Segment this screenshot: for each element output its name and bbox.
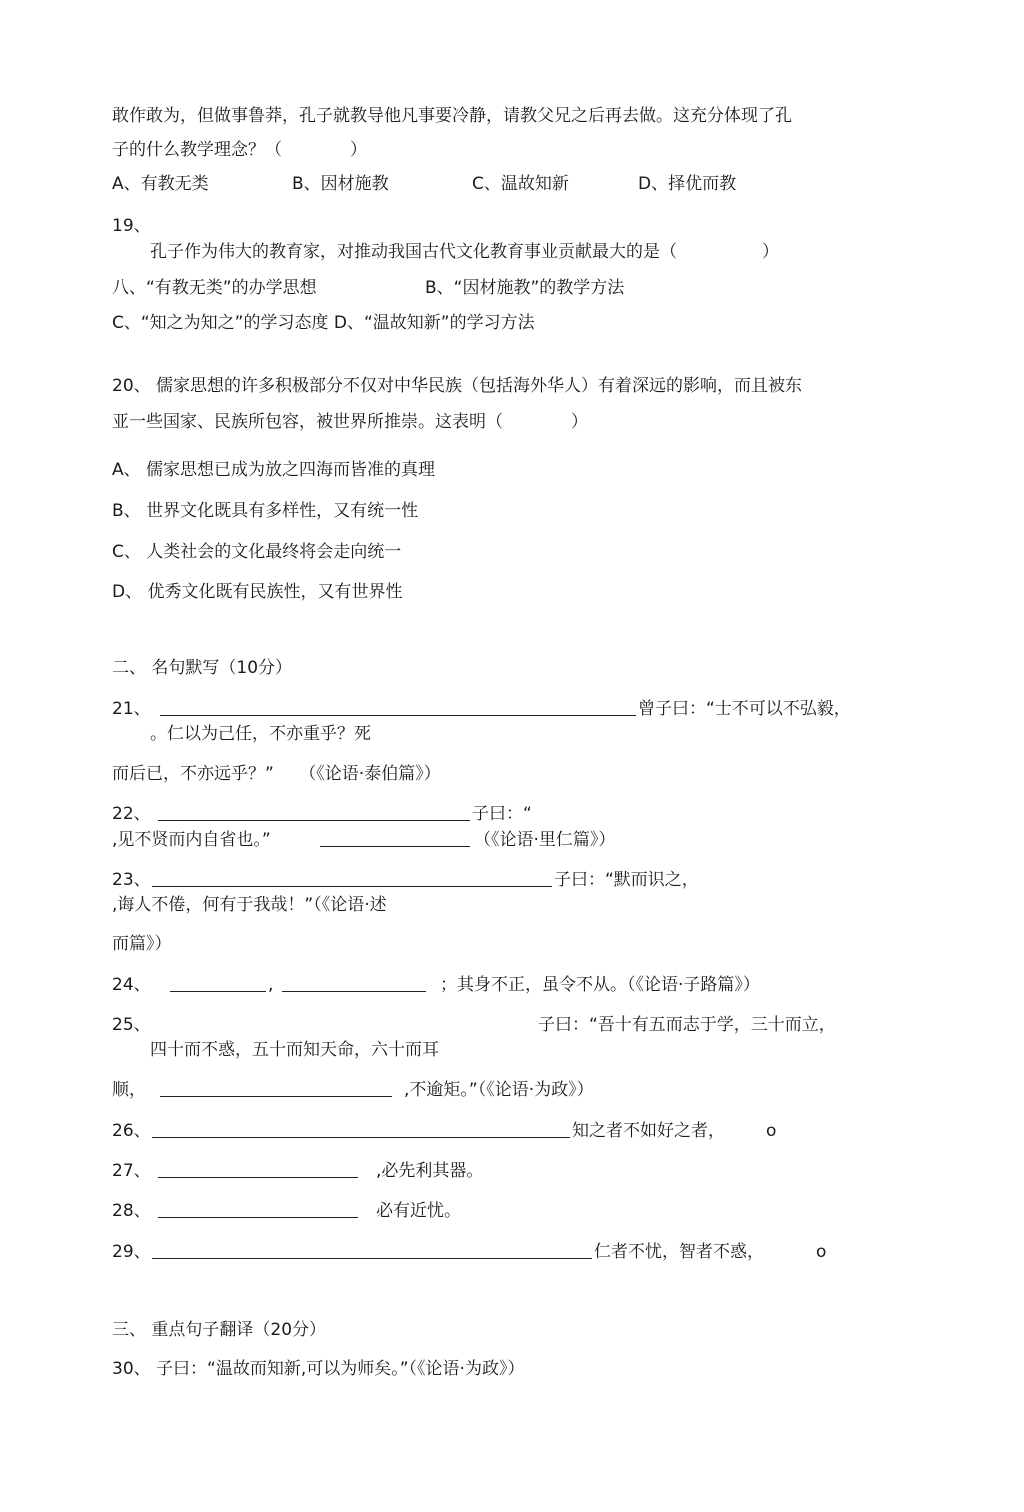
q18-option-c: C、温故知新: [472, 174, 569, 194]
q29-blank[interactable]: [152, 1240, 592, 1266]
q22-number: 22、: [112, 804, 151, 824]
q26-blank[interactable]: [152, 1119, 570, 1145]
q24-comma: ,: [268, 975, 274, 995]
q18-option-a: A、有教无类: [112, 174, 209, 194]
q27-number: 27、: [112, 1161, 151, 1181]
q23-number: 23、: [112, 870, 151, 890]
q25-text-3: 顺，: [112, 1080, 146, 1100]
section-2-heading: 二、 名句默写（10分）: [112, 658, 293, 678]
q20-stem-line1: 20、 儒家思想的许多积极部分不仅对中华民族（包括海外华人）有着深远的影响，而且被东: [112, 376, 803, 396]
q24-text-1: ；其身不正，虽令不从。（《论语·子路篇》）: [440, 975, 760, 995]
q19-number: 19、: [112, 216, 151, 236]
q20-option-d: D、 优秀文化既有民族性，又有世界性: [112, 582, 403, 602]
q23-text-3: 而篇》）: [112, 934, 172, 954]
q22-text-2: ,见不贤而内自省也。”: [112, 830, 271, 850]
q25-number: 25、: [112, 1015, 151, 1035]
q21-number: 21、: [112, 699, 151, 719]
section-3-heading: 三、 重点句子翻译（20分）: [112, 1320, 327, 1340]
q20-option-a: A、 儒家思想已成为放之四海而皆准的真理: [112, 460, 436, 480]
q28-blank[interactable]: [158, 1199, 358, 1225]
q20-stem-line2: 亚一些国家、民族所包容，被世界所推崇。这表明（ ）: [112, 412, 588, 432]
q19-option-cd: C、“知之为知之”的学习态度 D、“温故知新”的学习方法: [112, 313, 535, 333]
q20-option-c: C、 人类社会的文化最终将会走向统一: [112, 542, 402, 562]
q27-blank[interactable]: [158, 1159, 358, 1185]
q18-stem-line1: 敢作敢为，但做事鲁莽，孔子就教导他凡事要冷静，请教父兄之后再去做。这充分体现了孔: [112, 106, 792, 126]
q29-text-1: 仁者不忧，智者不惑，: [594, 1242, 764, 1262]
q21-text-1: 曾子曰：“士不可以不弘毅，: [638, 699, 851, 719]
q22-text-3: （《论语·里仁篇》）: [474, 830, 616, 850]
q27-text-1: ,必先利其器。: [376, 1161, 484, 1181]
q25-text-2: 四十而不惑，五十而知天命，六十而耳: [150, 1040, 439, 1060]
q18-option-d: D、择优而教: [638, 174, 737, 194]
q20-option-b: B、 世界文化既具有多样性，又有统一性: [112, 501, 419, 521]
q22-text-1: 子曰：“: [472, 804, 532, 824]
q29-number: 29、: [112, 1242, 151, 1262]
q18-stem-line2: 子的什么教学理念？（ ）: [112, 140, 367, 160]
q26-end-mark: o: [766, 1121, 777, 1141]
q23-blank[interactable]: [152, 868, 552, 894]
q26-text-1: 知之者不如好之者，: [572, 1121, 725, 1141]
q19-option-a: 八、“有教无类”的办学思想: [112, 278, 317, 298]
q19-option-b: B、“因材施教”的教学方法: [425, 278, 625, 298]
q24-number: 24、: [112, 975, 151, 995]
q19-stem: 孔子作为伟大的教育家，对推动我国古代文化教育事业贡献最大的是（ ）: [150, 242, 779, 262]
q23-text-2: ,诲人不倦，何有于我哉！”（《论语·述: [112, 895, 387, 915]
q25-text-4: ,不逾矩。”（《论语·为政》）: [404, 1080, 594, 1100]
q21-text-3: 而后已，不亦远乎？” （《论语·泰伯篇》）: [112, 764, 441, 784]
q22-blank-2[interactable]: [320, 828, 470, 854]
q22-blank-1[interactable]: [158, 802, 470, 828]
q28-text-1: 必有近忧。: [376, 1201, 461, 1221]
q25-text-1: 子曰：“吾十有五而志于学，三十而立，: [538, 1015, 836, 1035]
q24-blank-2[interactable]: [282, 973, 426, 999]
q21-blank[interactable]: [160, 697, 636, 723]
q29-end-mark: o: [816, 1242, 827, 1262]
q28-number: 28、: [112, 1201, 151, 1221]
q26-number: 26、: [112, 1121, 151, 1141]
q24-blank-1[interactable]: [170, 973, 266, 999]
q30-text: 30、 子曰：“温故而知新,可以为师矣。”（《论语·为政》）: [112, 1359, 525, 1379]
q21-text-2: 。仁以为己任，不亦重乎？死: [150, 724, 371, 744]
q25-blank[interactable]: [160, 1078, 392, 1104]
q23-text-1: 子曰：“默而识之，: [554, 870, 699, 890]
q18-option-b: B、因材施教: [292, 174, 389, 194]
